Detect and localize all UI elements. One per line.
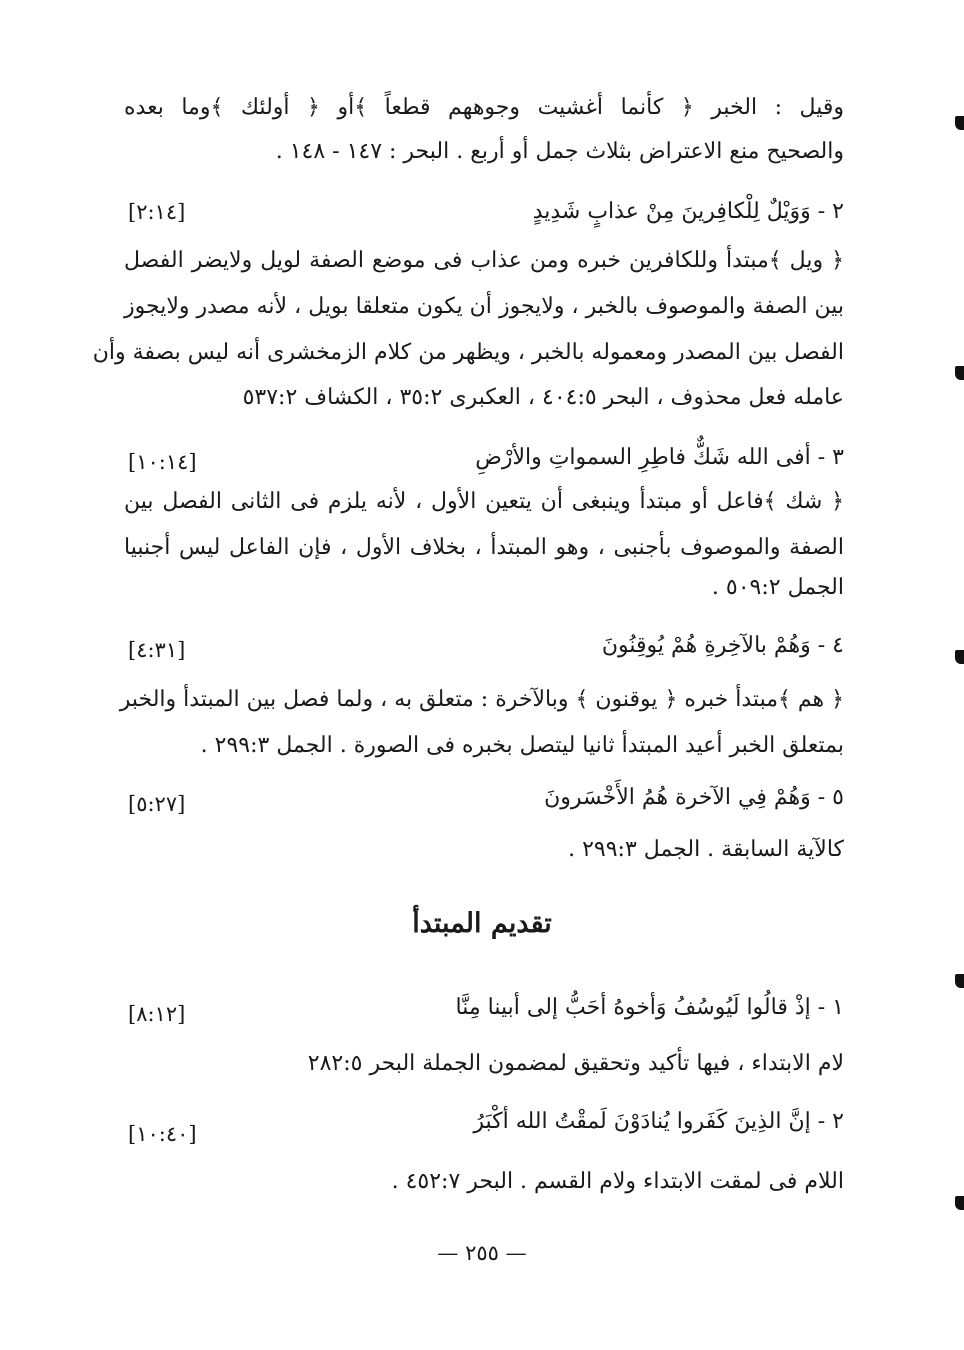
verse-line: ٤ - وَهُمْ بالآخِرةِ هُمْ يُوقِنُونَ [601, 633, 844, 658]
body-line: ﴿ شك ﴾فاعل أو مبتدأ وينبغى أن يتعين الأول ، لأنه يلزم فى الثانى الفصل بين [124, 489, 844, 514]
body-line: والصحيح منع الاعتراض بثلاث جمل أو أربع . البحر : ١٤٧ - ١٤٨ . [275, 139, 844, 164]
body-line: الفصل بين المصدر ومعموله بالخبر ، ويظهر من كلام الزمخشرى أنه ليس بصفة وأن [92, 340, 844, 365]
verse-reference: [٤:٣١] [128, 638, 186, 662]
verse-reference: [١٠:١٤] [128, 450, 197, 474]
verse-reference: [١٠:٤٠] [128, 1122, 197, 1146]
body-line: الصفة والموصوف بأجنبى ، وهو المبتدأ ، بخلاف الأول ، فإن الفاعل ليس أجنبيا [124, 535, 844, 560]
verse-reference: [٨:١٢] [128, 1002, 186, 1026]
verse-line: ٢ - إنَّ الذِينَ كَفَروا يُنادَوْنَ لَمقْتُ الله أكْبَرُ [473, 1109, 844, 1134]
section-heading: تقديم المبتدأ [412, 908, 552, 939]
verse-line: ١ - إذْ قالُوا لَيُوسُفُ وَأخوهُ أحَبُّ إلى أبينا مِنَّا [455, 995, 844, 1020]
body-line: اللام فى لمقت الابتداء ولام القسم . البحر ٤٥٢:٧ . [391, 1169, 844, 1194]
body-line: لام الابتداء ، فيها تأكيد وتحقيق لمضمون الجملة البحر ٢٨٢:٥ [307, 1051, 844, 1076]
margin-mark [955, 1196, 964, 1210]
body-line: وقيل : الخبر ﴿ كأنما أغشيت وجوههم قطعاً ﴾أو ﴿ أولئك ﴾وما بعده [124, 95, 844, 120]
body-line: ﴿ هم ﴾مبتدأ خبره ﴿ يوقنون ﴾ وبالآخرة : متعلق به ، ولما فصل بين المبتدأ والخبر [119, 687, 844, 712]
body-line: عامله فعل محذوف ، البحر ٤٠٤:٥ ، العكبرى ٣٥:٢ ، الكشاف ٥٣٧:٢ [242, 385, 844, 410]
page-number: — ٢٥٥ — [437, 1241, 527, 1265]
body-line: كالآية السابقة . الجمل ٢٩٩:٣ . [568, 837, 844, 862]
verse-reference: [٢:١٤] [128, 200, 186, 224]
verse-line: ٢ - وَوَيْلٌ لِلْكافِرينَ مِنْ عذابٍ شَدِيدٍ [532, 199, 844, 224]
body-line: بين الصفة والموصوف بالخبر ، ولايجوز أن يكون متعلقا بويل ، لأنه مصدر ولايجوز [124, 294, 844, 319]
margin-mark [955, 974, 964, 988]
verse-reference: [٥:٢٧] [128, 792, 186, 816]
verse-line: ٥ - وَهُمْ فِي الآخرة هُمُ الأَخْسَرونَ [544, 785, 844, 810]
margin-mark [955, 650, 964, 664]
body-line: الجمل ٥٠٩:٢ . [711, 575, 844, 600]
verse-line: ٣ - أفى الله شَكٌّ فاطِرِ السمواتِ والأرْضِ [475, 445, 844, 470]
body-line: ﴿ ويل ﴾مبتدأ وللكافرين خبره ومن عذاب فى موضع الصفة لويل ولايضر الفصل [124, 248, 844, 273]
margin-mark [955, 366, 964, 380]
body-line: بمتعلق الخبر أعيد المبتدأ ثانيا ليتصل بخبره فى الصورة . الجمل ٢٩٩:٣ . [200, 733, 844, 758]
margin-mark [955, 116, 964, 130]
